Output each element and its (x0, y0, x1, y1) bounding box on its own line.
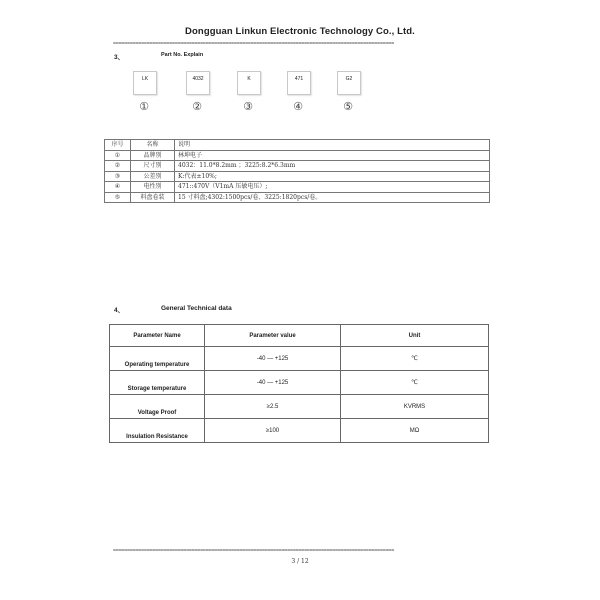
header-cell: Unit (341, 325, 489, 347)
part-box-1: LK (133, 71, 157, 95)
table-row (110, 371, 489, 395)
technical-data-table (109, 324, 489, 443)
table-row (105, 150, 490, 161)
table-header-row (110, 325, 489, 347)
table-row (110, 395, 489, 419)
header-cell: Parameter Name (110, 325, 205, 347)
param-unit: KVRMS (341, 395, 489, 419)
table-row (105, 192, 490, 203)
param-name: Voltage Proof (110, 395, 205, 419)
row-name: 料盘卷装 (131, 192, 175, 203)
param-name: Operating temperature (110, 347, 205, 371)
row-marker: ④ (105, 182, 131, 193)
row-marker: ⑤ (105, 192, 131, 203)
row-desc: 4032：11.0*8.2mm ；3225:8.2*6.3mm (175, 161, 490, 172)
param-name: Insulation Resistance (110, 419, 205, 443)
table-row (105, 161, 490, 172)
marker-2: ② (192, 100, 202, 113)
row-desc: 15 寸料盘;4302:1500pcs/卷、3225:1820pcs/卷。 (175, 192, 490, 203)
part-number-table (104, 139, 490, 203)
marker-5: ⑤ (343, 100, 353, 113)
part-box-5: G2 (337, 71, 361, 95)
table-header-row (105, 140, 490, 151)
part-box-3: K (237, 71, 261, 95)
row-desc: K:代表±10%; (175, 171, 490, 182)
page-number: 3 / 12 (291, 558, 309, 565)
marker-3: ③ (243, 100, 253, 113)
bottom-divider: ==================================================================================================== (113, 548, 395, 554)
section3-number: 3、 (114, 54, 125, 61)
row-desc: 471::470V（V1mA 压敏电压）; (175, 182, 490, 193)
param-name: Storage temperature (110, 371, 205, 395)
top-divider: ==================================================================================================== (113, 41, 395, 47)
row-name: 尺寸别 (131, 161, 175, 172)
table-row (105, 182, 490, 193)
row-desc: 林坤电子 (175, 150, 490, 161)
row-name: 品牌别 (131, 150, 175, 161)
section3-title: Part No. Explain (161, 52, 204, 58)
param-value: ≥100 (205, 419, 341, 443)
table-row (105, 171, 490, 182)
row-marker: ③ (105, 171, 131, 182)
row-marker: ① (105, 150, 131, 161)
param-unit: ℃ (341, 371, 489, 395)
row-name: 公差别 (131, 171, 175, 182)
param-unit: MΩ (341, 419, 489, 443)
marker-4: ④ (293, 100, 303, 113)
param-value: -40 — +125 (205, 347, 341, 371)
row-name: 电性别 (131, 182, 175, 193)
header-cell: 名称 (131, 140, 175, 151)
marker-1: ① (139, 100, 149, 113)
part-box-2: 4032 (186, 71, 210, 95)
param-value: ≥2.5 (205, 395, 341, 419)
row-marker: ② (105, 161, 131, 172)
header-cell: Parameter value (205, 325, 341, 347)
part-box-4: 471 (287, 71, 311, 95)
header-cell: 说明 (175, 140, 490, 151)
table-row (110, 347, 489, 371)
section4-title: General Technical data (161, 305, 232, 312)
param-unit: ℃ (341, 347, 489, 371)
table-row (110, 419, 489, 443)
param-value: -40 — +125 (205, 371, 341, 395)
section4-number: 4、 (114, 307, 125, 314)
header-cell: 序号 (105, 140, 131, 151)
company-name: Dongguan Linkun Electronic Technology Co., Ltd. (185, 26, 415, 37)
